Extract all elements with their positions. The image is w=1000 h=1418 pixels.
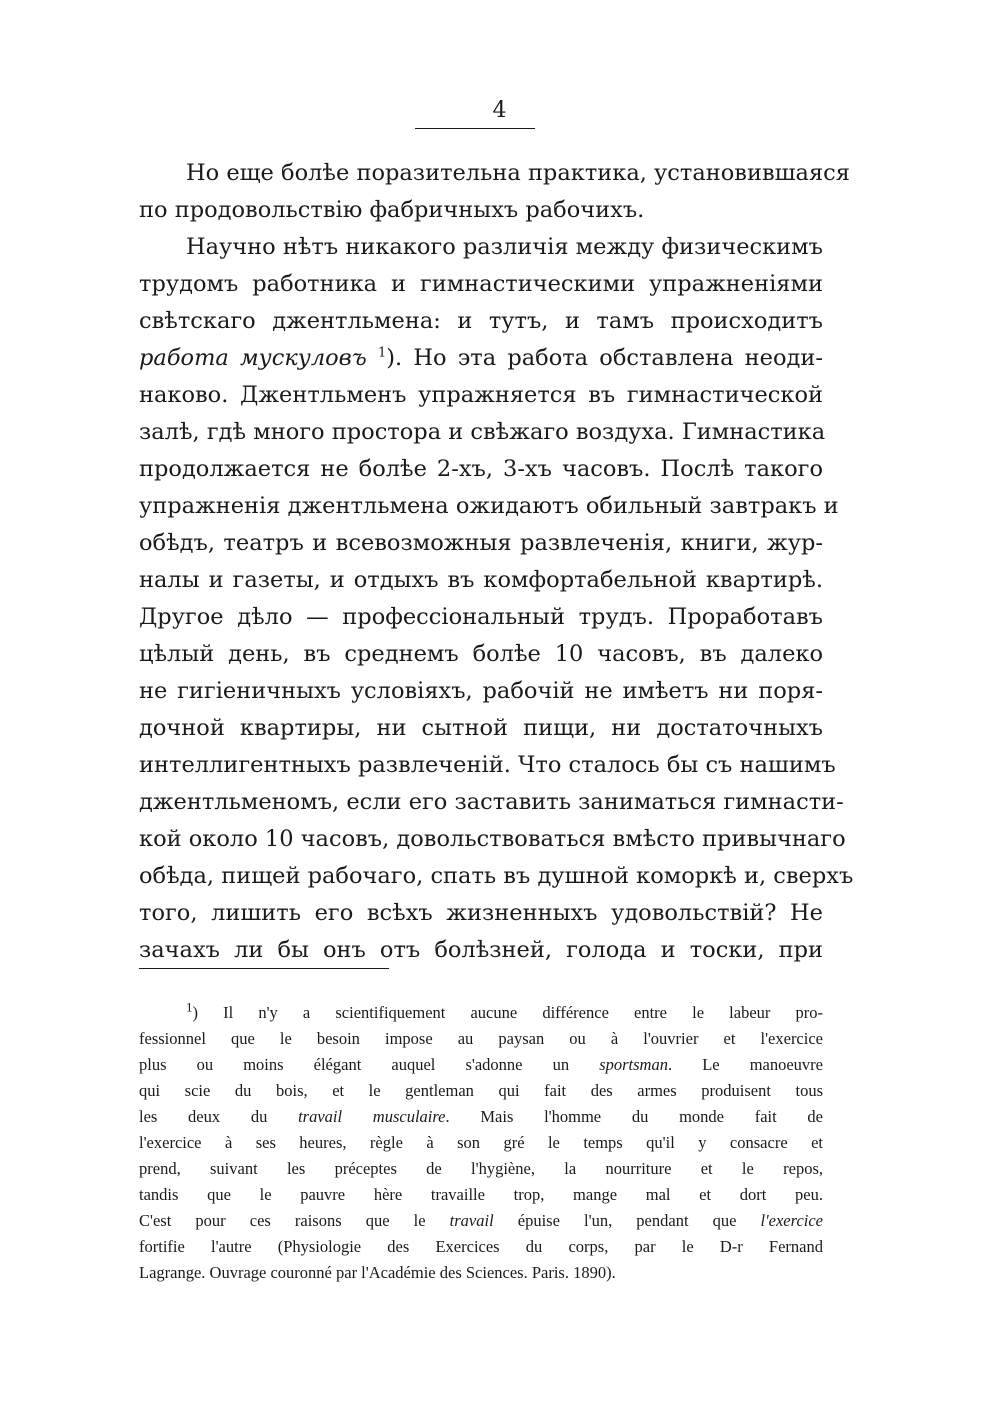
emphasis-text: travail musculaire	[298, 1107, 446, 1126]
footnote-text: plus ou moins élégant auquel s'adonne un	[139, 1055, 600, 1074]
body-line-rest: ). Но эта работа обставлена неоди-	[386, 345, 823, 371]
footnote-line: prend, suivant les préceptes de l'hygiène, la nourriture et le repos,	[139, 1159, 823, 1178]
footnote-text: épuise l'un, pendant que	[493, 1211, 761, 1230]
body-line: трудомъ работника и гимнастическими упражненіями	[139, 271, 823, 297]
footnote-line: qui scie du bois, et le gentleman qui fait des armes produisent tous	[139, 1081, 823, 1100]
footnote-rule	[139, 968, 389, 969]
footnote-text: C'est pour ces raisons que le	[139, 1211, 450, 1230]
footnote-number: 1	[186, 999, 193, 1015]
footnote-line: l'exercice à ses heures, règle à son gré le temps qu'il y consacre et	[139, 1133, 823, 1152]
footnote-text: . Le manoeuvre	[667, 1055, 823, 1074]
page-number: 4	[492, 98, 508, 123]
body-line: дочной квартиры, ни сытной пищи, ни достаточныхъ	[139, 715, 823, 741]
body-line: свѣтскаго джентльмена: и тутъ, и тамъ происходитъ	[139, 308, 823, 334]
body-line: не гигіеничныхъ условіяхъ, рабочій не имѣетъ ни поря-	[139, 678, 823, 704]
page-number-rule	[415, 128, 535, 129]
footnote-line	[139, 1052, 823, 1078]
body-line: зачахъ ли бы онъ отъ болѣзней, голода и тоски, при	[139, 937, 823, 963]
footnote-line: tandis que le pauvre hère travaille trop, mange mal et dort peu.	[139, 1185, 823, 1204]
body-line: цѣлый день, въ среднемъ болѣе 10 часовъ, въ далеко	[139, 641, 823, 667]
body-line: того, лишить его всѣхъ жизненныхъ удовольствій? Не	[139, 900, 823, 926]
emphasis-text: l'exercice	[760, 1211, 823, 1230]
footnote-text: ) Il n'y a scientifiquement aucune différence entre le labeur pro-	[192, 1003, 823, 1022]
body-line: залѣ, гдѣ много простора и свѣжаго воздуха. Гимнастика	[139, 419, 826, 445]
body-line: упражненія джентльмена ожидаютъ обильный завтракъ и	[139, 493, 839, 519]
body-line: по продовольствію фабричныхъ рабочихъ.	[139, 197, 645, 223]
body-line	[139, 342, 823, 374]
body-line: Другое дѣло — профессіональный трудъ. Проработавъ	[139, 604, 823, 630]
footnote-line	[139, 1104, 823, 1130]
footnote-marker: 1	[377, 345, 387, 361]
footnote-line: Lagrange. Ouvrage couronné par l'Académie des Sciences. Paris. 1890).	[139, 1263, 616, 1282]
body-line: обѣдъ, театръ и всевозможныя развлеченія, книги, жур-	[139, 530, 823, 556]
body-line: Научно нѣтъ никакого различія между физическимъ	[186, 234, 823, 260]
footnote-text: les deux du	[139, 1107, 299, 1126]
body-line: наково. Джентльменъ упражняется въ гимнастической	[139, 382, 823, 408]
emphasis-text: travail	[449, 1211, 494, 1230]
footnote-line	[186, 1000, 823, 1026]
body-line: налы и газеты, и отдыхъ въ комфортабельной квартирѣ.	[139, 567, 823, 593]
body-line: джентльменомъ, если его заставить заниматься гимнасти-	[139, 789, 844, 815]
footnote-line	[139, 1208, 823, 1234]
footnote-line: fessionnel que le besoin impose au paysan ou à l'ouvrier et l'exercice	[139, 1029, 823, 1048]
body-line: обѣда, пищей рабочаго, спать въ душной коморкѣ и, сверхъ	[139, 863, 854, 889]
footnote-line: fortifie l'autre (Physiologie des Exercices du corps, par le D-r Fernand	[139, 1237, 823, 1256]
emphasis-text: работа мускуловъ	[139, 345, 367, 371]
body-line: интеллигентныхъ развлеченій. Что сталось бы съ нашимъ	[139, 752, 836, 778]
emphasis-text: sportsman	[599, 1055, 668, 1074]
footnote-text: . Mais l'homme du monde fait de	[445, 1107, 823, 1126]
body-line: Но еще болѣе поразительна практика, установившаяся	[186, 160, 850, 186]
body-line: продолжается не болѣе 2-хъ, 3-хъ часовъ. Послѣ такого	[139, 456, 823, 482]
body-line: кой около 10 часовъ, довольствоваться вмѣсто привычнаго	[139, 826, 846, 852]
